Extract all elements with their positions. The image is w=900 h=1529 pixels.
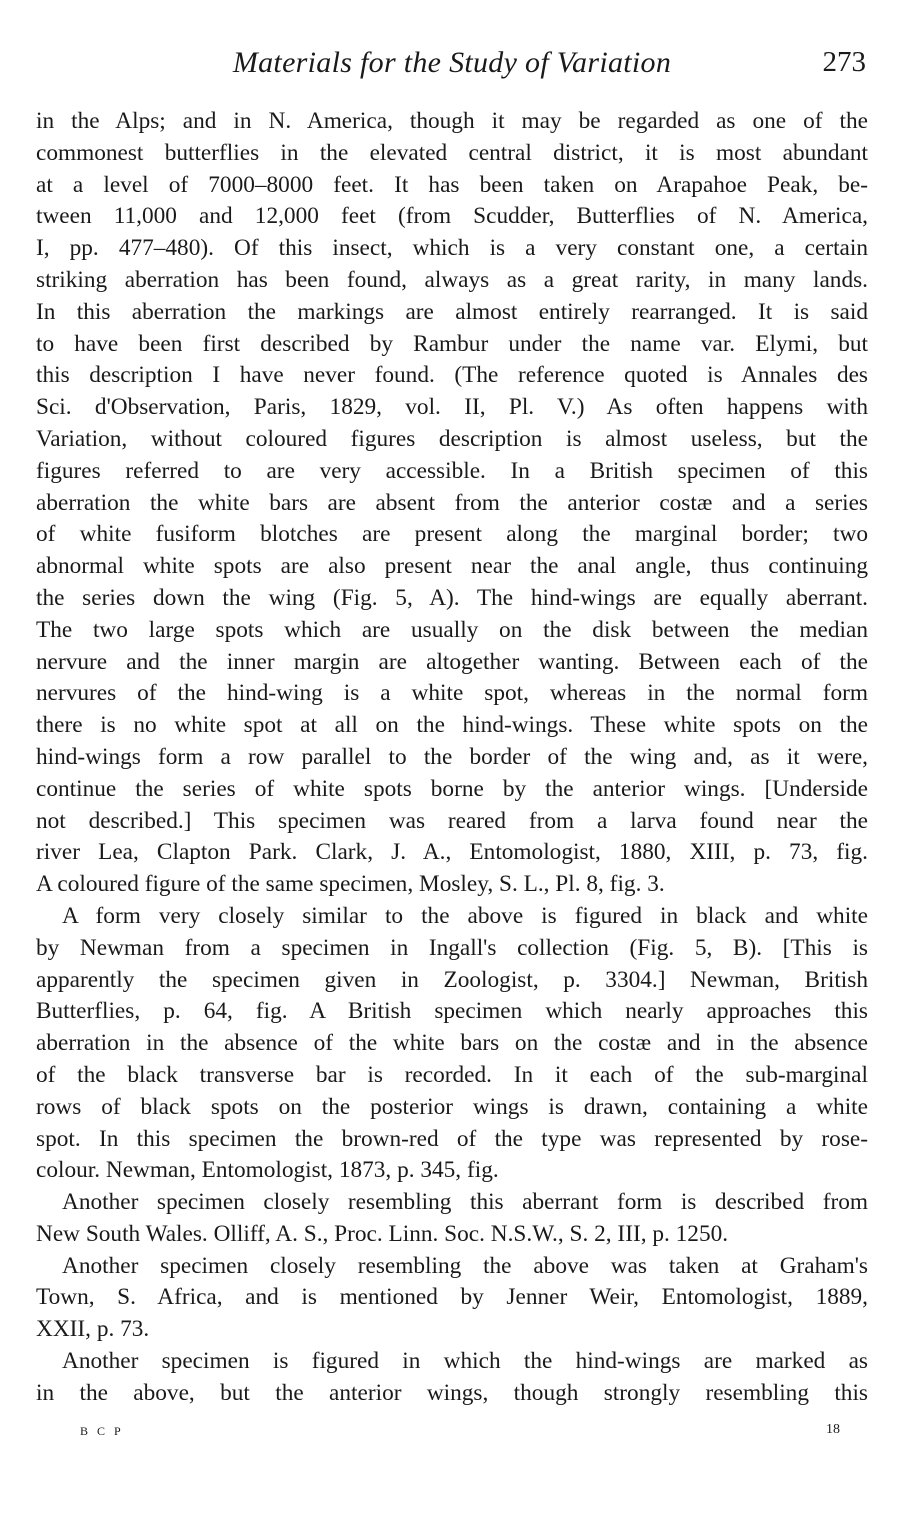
text-line: New South Wales. Olliff, A. S., Proc. Linn. Soc. N.S.W., S. 2, III, p. 1250. [36, 1220, 729, 1247]
text-line: A coloured figure of the same specimen, Mosley, S. L., Pl. 8, fig. 3. [36, 871, 665, 898]
text-line: of white fusiform blotches are present along the marginal border; two [36, 521, 868, 548]
text-line: tween 11,000 and 12,000 feet (from Scudder, Butterflies of N. America, [36, 203, 868, 230]
text-line: I, pp. 477–480). Of this insect, which is a very constant one, a certain [36, 235, 868, 262]
text-line: nervure and the inner margin are altogether wanting. Between each of the [36, 648, 868, 675]
text-line: river Lea, Clapton Park. Clark, J. A., Entomologist, 1880, XIII, p. 73, fig. [36, 839, 868, 866]
text-line: spot. In this specimen the brown-red of the type was represented by rose- [36, 1125, 868, 1152]
page-header [36, 46, 868, 86]
text-line: aberration in the absence of the white bars on the costæ and in the absence [36, 1030, 868, 1057]
text-line: to have been first described by Rambur under the name var. Elymi, but [36, 330, 868, 357]
text-line: abnormal white spots are also present near the anal angle, thus continuing [36, 553, 868, 580]
text-line: rows of black spots on the posterior wings is drawn, containing a white [36, 1093, 868, 1120]
text-line: striking aberration has been found, always as a great rarity, in many lands. [36, 266, 868, 293]
text-line: Town, S. Africa, and is mentioned by Jenner Weir, Entomologist, 1889, [36, 1284, 868, 1311]
body-text [36, 106, 868, 1410]
text-line: in the above, but the anterior wings, though strongly resembling this [36, 1379, 868, 1406]
page-number: 273 [822, 46, 866, 78]
text-line: aberration the white bars are absent from the anterior costæ and a series [36, 489, 868, 516]
text-line: this description I have never found. (The reference quoted is Annales des [36, 362, 868, 389]
text-line: Sci. d'Observation, Paris, 1829, vol. II, Pl. V.) As often happens with [36, 394, 868, 421]
text-line: apparently the specimen given in Zoologist, p. 3304.] Newman, British [36, 966, 868, 993]
text-line: Another specimen closely resembling the above was taken at Graham's [62, 1252, 868, 1279]
text-line: colour. Newman, Entomologist, 1873, p. 345, fig. [36, 1157, 499, 1184]
text-line: continue the series of white spots borne by the anterior wings. [Underside [36, 775, 868, 802]
text-line: figures referred to are very accessible. In a British specimen of this [36, 457, 868, 484]
text-line: The two large spots which are usually on the disk between the median [36, 616, 868, 643]
text-line: Butterflies, p. 64, fig. A British specimen which nearly approaches this [36, 998, 868, 1025]
text-line: A form very closely similar to the above is figured in black and white [62, 902, 868, 929]
text-line: In this aberration the markings are almost entirely rearranged. It is said [36, 298, 868, 325]
text-line: hind-wings form a row parallel to the border of the wing and, as it were, [36, 743, 868, 770]
page-footer [80, 1424, 840, 1444]
text-line: nervures of the hind-wing is a white spot, whereas in the normal form [36, 680, 868, 707]
signature-mark: B C P [80, 1424, 124, 1438]
text-line: by Newman from a specimen in Ingall's collection (Fig. 5, B). [This is [36, 934, 868, 961]
text-line: Another specimen closely resembling this aberrant form is described from [62, 1189, 868, 1216]
text-line: in the Alps; and in N. America, though it may be regarded as one of the [36, 108, 868, 134]
text-line: there is no white spot at all on the hind-wings. These white spots on the [36, 712, 868, 739]
running-title: Materials for the Study of Variation [232, 46, 672, 79]
sheet-number: 18 [826, 1422, 840, 1437]
text-line: the series down the wing (Fig. 5, A). The hind-wings are equally aberrant. [36, 584, 868, 611]
text-line: at a level of 7000–8000 feet. It has been taken on Arapahoe Peak, be- [36, 171, 868, 198]
text-line: not described.] This specimen was reared from a larva found near the [36, 807, 868, 834]
text-line: Variation, without coloured figures description is almost useless, but the [36, 425, 868, 452]
text-line: commonest butterflies in the elevated central district, it is most abundant [36, 139, 868, 166]
text-line: of the black transverse bar is recorded. In it each of the sub-marginal [36, 1061, 868, 1088]
text-line: XXII, p. 73. [36, 1316, 150, 1343]
text-line: Another specimen is figured in which the hind-wings are marked as [62, 1348, 868, 1375]
